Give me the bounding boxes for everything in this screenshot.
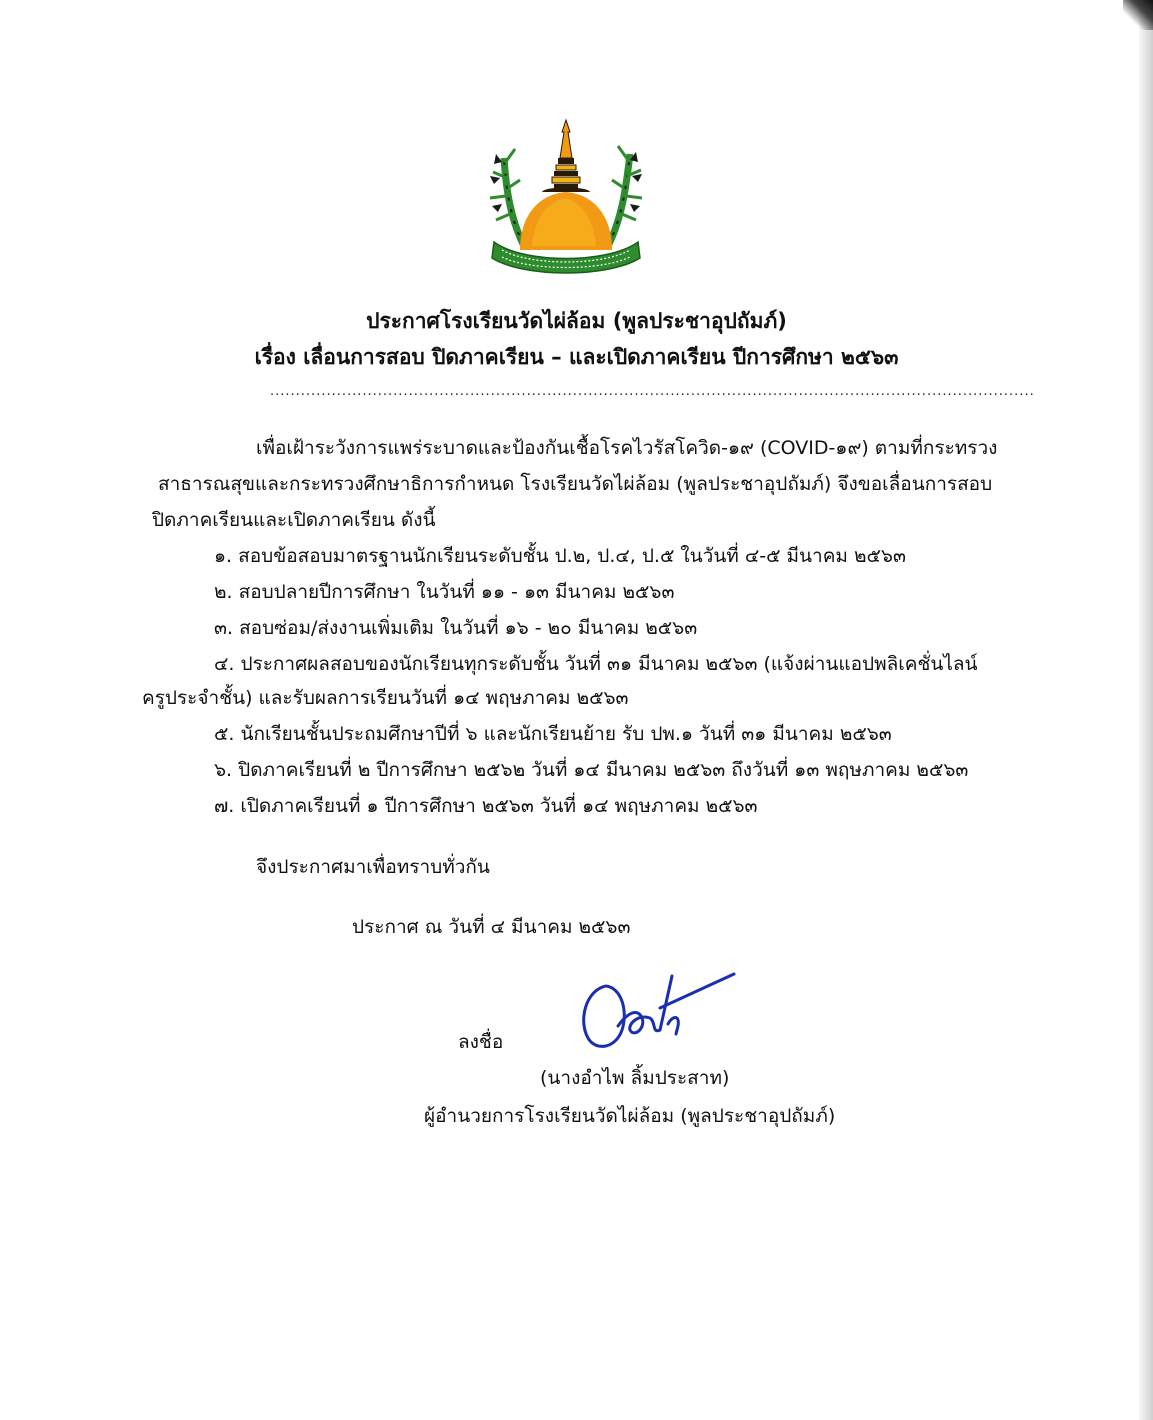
intro-line-3: ปิดภาคเรียนและเปิดภาคเรียน ดังนี้ — [152, 509, 436, 531]
intro-line-2: สาธารณสุขและกระทรวงศึกษาธิการกำหนด โรงเรียนวัดไผ่ล้อม (พูลประชาอุปถัมภ์) จึงขอเลื่อนการสอบ — [158, 473, 993, 495]
pagoda-icon — [520, 120, 612, 250]
list-item-2: ๒. สอบปลายปีการศึกษา ในวันที่ ๑๑ - ๑๓ มีนาคม ๒๕๖๓ — [214, 581, 675, 603]
announcement-title: ประกาศโรงเรียนวัดไผ่ล้อม (พูลประชาอุปถัมภ์) — [366, 309, 787, 333]
announcement-subject: เรื่อง เลื่อนการสอบ ปิดภาคเรียน – และเปิดภาคเรียน ปีการศึกษา ๒๕๖๓ — [254, 345, 899, 369]
sign-label: ลงชื่อ — [458, 1031, 504, 1053]
list-item-4: ๔. ประกาศผลสอบของนักเรียนทุกระดับชั้น วันที่ ๓๑ มีนาคม ๒๕๖๓ (แจ้งผ่านแอปพลิเคชั่นไลน์ — [214, 653, 978, 675]
school-emblem-logo — [484, 118, 648, 278]
list-item-5: ๕. นักเรียนชั้นประถมศึกษาปีที่ ๖ และนักเรียนย้าย รับ ปพ.๑ วันที่ ๓๑ มีนาคม ๒๕๖๓ — [214, 723, 892, 745]
signatory-position: ผู้อำนวยการโรงเรียนวัดไผ่ล้อม (พูลประชาอุปถัมภ์) — [424, 1105, 836, 1127]
list-item-4-continued: ครูประจำชั้น) และรับผลการเรียนวันที่ ๑๔ พฤษภาคม ๒๕๖๓ — [142, 687, 629, 709]
list-item-1: ๑. สอบข้อสอบมาตรฐานนักเรียนระดับชั้น ป.๒, ป.๔, ป.๕ ในวันที่ ๔-๕ มีนาคม ๒๕๖๓ — [214, 545, 906, 567]
left-bamboo-icon — [490, 149, 524, 246]
announce-date: ประกาศ ณ วันที่ ๔ มีนาคม ๒๕๖๓ — [352, 916, 631, 938]
closing-text: จึงประกาศมาเพื่อทราบทั่วกัน — [256, 856, 490, 878]
list-item-6: ๖. ปิดภาคเรียนที่ ๒ ปีการศึกษา ๒๕๖๒ วันที่ ๑๔ มีนาคม ๒๕๖๓ ถึงวันที่ ๑๓ พฤษภาคม ๒๕๖๓ — [214, 759, 969, 781]
list-item-7: ๗. เปิดภาคเรียนที่ ๑ ปีการศึกษา ๒๕๖๓ วันที่ ๑๔ พฤษภาคม ๒๕๖๓ — [214, 795, 758, 817]
list-item-3: ๓. สอบซ่อม/ส่งงานเพิ่มเติม ในวันที่ ๑๖ - ๒๐ มีนาคม ๒๕๖๓ — [214, 617, 698, 639]
page-corner-shadow — [1123, 0, 1153, 30]
page-edge-shadow — [1139, 0, 1153, 1420]
signatory-name: (นางอำไพ ลิ้มประสาท) — [540, 1067, 730, 1089]
intro-line-1: เพื่อเฝ้าระวังการแพร่ระบาดและป้องกันเชื้อโรคไวรัสโควิด-๑๙ (COVID-๑๙) ตามที่กระทรวง — [256, 437, 998, 459]
dotted-divider: ..................................................................................................................................................... — [270, 384, 1035, 399]
right-bamboo-icon — [608, 146, 642, 246]
handwritten-signature — [572, 968, 742, 1060]
